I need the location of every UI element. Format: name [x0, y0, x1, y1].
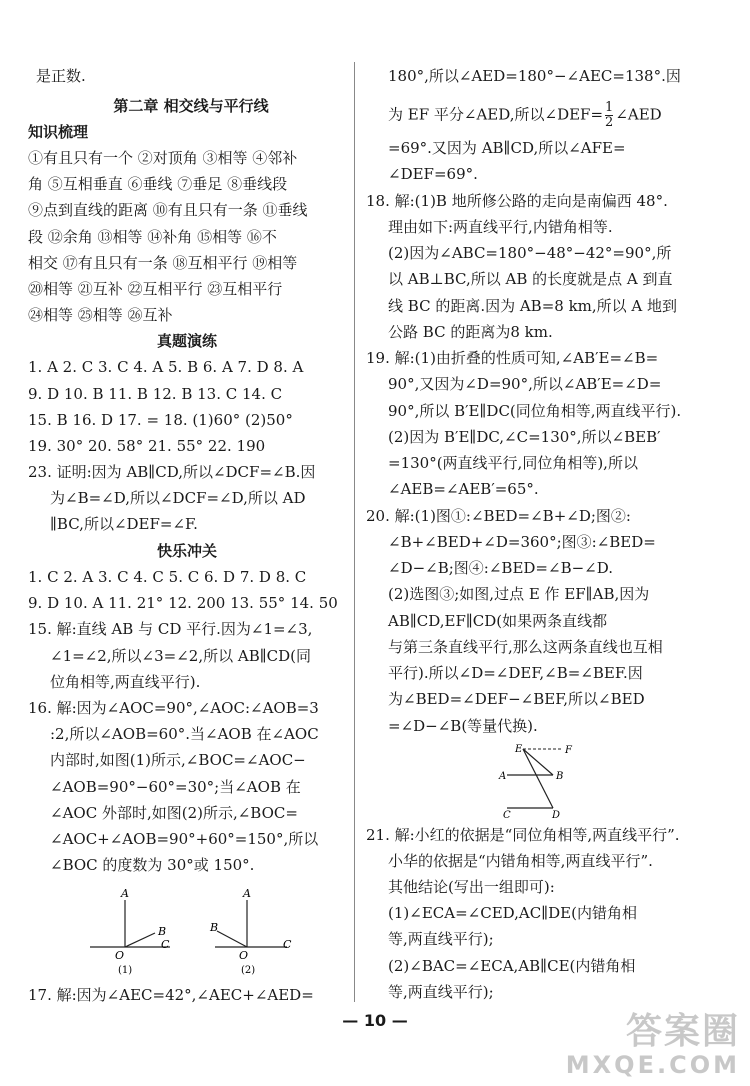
watermark-logo-text: 答案圈 [625, 1011, 740, 1052]
text-line: 公路 BC 的距离为8 km. [388, 323, 553, 341]
text-line: 线 BC 的距离.因为 AB=8 km,所以 A 地到 [388, 297, 678, 315]
text-line: 18. 解:(1)B 地所修公路的走向是南偏西 48°. [366, 192, 668, 210]
label-F: F [565, 745, 572, 756]
text-line: 平行).所以∠D=∠DEF,∠B=∠BEF.因 [388, 664, 643, 682]
figure-caption: (2) [241, 965, 256, 976]
text-line: 21. 解:小红的依据是“同位角相等,两直线平行”. [366, 826, 680, 844]
text-line: 位角相等,两直线平行). [50, 673, 201, 691]
text-line: ㉔相等 ㉕相等 ㉖互补 [28, 306, 173, 324]
watermark-url: MXQE.COM [565, 1050, 740, 1079]
section-heading: 知识梳理 [28, 123, 89, 141]
text-line: (2)因为 B′E∥DC,∠C=130°,所以∠BEB′ [388, 428, 661, 446]
text-line: ∠AOC 外部时,如图(2)所示,∠BOC= [50, 804, 298, 822]
text-line: ∠1=∠2,所以∠3=∠2,所以 AB∥CD(同 [50, 647, 312, 665]
text-line: 15. 解:直线 AB 与 CD 平行.因为∠1=∠3, [28, 620, 313, 638]
text-line: 以 AB⊥BC,所以 AB 的长度就是点 A 到直 [388, 270, 673, 288]
text-line: 90°,所以 B′E∥DC(同位角相等,两直线平行). [388, 402, 682, 420]
text-line: 小华的依据是“内错角相等,两直线平行”. [388, 852, 653, 870]
text-line: =130°(两直线平行,同位角相等),所以 [388, 454, 638, 472]
label-O: O [239, 949, 249, 962]
chapter-heading: 第二章 相交线与平行线 [113, 97, 269, 115]
angle-figure-2 [205, 885, 305, 980]
label-A: A [121, 887, 129, 900]
text-line: 内部时,如图(1)所示,∠BOC=∠AOC− [50, 751, 306, 769]
text-line: ∠D−∠B;图④:∠BED=∠B−∠D. [388, 559, 613, 577]
text-line: ⑳相等 ㉑互补 ㉒互相平行 ㉓互相平行 [28, 280, 283, 298]
text-line: 段 ⑫余角 ⑬相等 ⑭补角 ⑮相等 ⑯不 [28, 228, 277, 246]
text-line-with-fraction: 为 EF 平分∠AED,所以∠DEF= $\frac{1}{2}$ ∠AED [388, 100, 662, 130]
text-line: ∠B+∠BED+∠D=360°;图③:∠BED= [388, 533, 656, 551]
section-heading: 真题演练 [156, 332, 217, 350]
text-line: :2,所以∠AOB=60°.当∠AOB 在∠AOC [50, 725, 319, 743]
parallel-lines-figure [495, 742, 585, 822]
text-line: 16. 解:因为∠AOC=90°,∠AOC:∠AOB=3 [28, 699, 319, 717]
section-heading: 快乐冲关 [156, 542, 217, 560]
watermark-logo [566, 1012, 740, 1078]
label-A: A [499, 771, 507, 782]
label-B: B [556, 771, 564, 782]
text-line: ∠AOC+∠AOB=90°+60°=150°,所以 [50, 830, 319, 848]
label-A: A [243, 887, 251, 900]
text-line: 90°,又因为∠D=90°,所以∠AB′E=∠D= [388, 375, 662, 393]
figure-caption: (1) [118, 965, 133, 976]
page-number: — 10 — [342, 1011, 408, 1030]
text-line: 23. 证明:因为 AB∥CD,所以∠DCF=∠B.因 [28, 463, 316, 481]
text-line: =69°.又因为 AB∥CD,所以∠AFE= [388, 139, 626, 157]
text-line: 等,两直线平行); [388, 930, 494, 948]
text-line: 其他结论(写出一组即可): [388, 878, 555, 896]
text-line: 相交 ⑰有且只有一条 ⑱互相平行 ⑲相等 [28, 254, 298, 272]
text-line: (1)∠ECA=∠CED,AC∥DE(内错角相 [388, 904, 637, 922]
text-line: ∥BC,所以∠DEF=∠F. [50, 515, 198, 533]
text-line: (2)∠BAC=∠ECA,AB∥CE(内错角相 [388, 957, 636, 975]
angle-figure-1 [85, 885, 185, 980]
answer-line: 15. B 16. D 17. = 18. (1)60° (2)50° [28, 411, 293, 429]
answer-line: 19. 30° 20. 58° 21. 55° 22. 190 [28, 437, 266, 455]
label-C: C [283, 938, 292, 951]
text-line: (2)因为∠ABC=180°−48°−42°=90°,所 [388, 244, 672, 262]
text-line: ∠AOB=90°−60°=30°;当∠AOB 在 [50, 778, 301, 796]
label-C: C [161, 938, 170, 951]
label-D: D [552, 810, 561, 821]
fraction: $\frac{1}{2}$ [605, 100, 614, 130]
text-line: ⑨点到直线的距离 ⑩有且只有一条 ⑪垂线 [28, 201, 308, 219]
text-line: 为∠BED=∠DEF−∠BEF,所以∠BED [388, 690, 645, 708]
text-line: ∠BOC 的度数为 30°或 150°. [50, 856, 255, 874]
text-line: =∠D−∠B(等量代换). [388, 717, 538, 735]
text-line: 20. 解:(1)图①:∠BED=∠B+∠D;图②: [366, 507, 631, 525]
column-divider [354, 62, 355, 1002]
text-line: 理由如下:两直线平行,内错角相等. [388, 218, 613, 236]
label-O: O [115, 949, 125, 962]
text-line: 19. 解:(1)由折叠的性质可知,∠AB′E=∠B= [366, 349, 659, 367]
text-line: 是正数. [36, 67, 86, 85]
label-C: C [503, 810, 511, 821]
text-line: 与第三条直线平行,那么这两条直线也互相 [388, 638, 663, 656]
label-B: B [210, 921, 219, 934]
answer-line: 1. C 2. A 3. C 4. C 5. C 6. D 7. D 8. C [28, 568, 307, 586]
text-line: 180°,所以∠AED=180°−∠AEC=138°.因 [388, 67, 681, 85]
text-line: ∠AEB=∠AEB′=65°. [388, 480, 539, 498]
label-E: E [515, 744, 523, 755]
text-line: ①有且只有一个 ②对顶角 ③相等 ④邻补 [28, 149, 298, 167]
answer-line: 1. A 2. C 3. C 4. A 5. B 6. A 7. D 8. A [28, 358, 304, 376]
text-line: 角 ⑤互相垂直 ⑥垂线 ⑦垂足 ⑧垂线段 [28, 175, 288, 193]
text-line: 17. 解:因为∠AEC=42°,∠AEC+∠AED= [28, 986, 314, 1004]
text-line: 等,两直线平行); [388, 983, 494, 1001]
text-line: (2)选图③;如图,过点 E 作 EF∥AB,因为 [388, 585, 650, 603]
answer-line: 9. D 10. B 11. B 12. B 13. C 14. C [28, 385, 283, 403]
text-line: ∠DEF=69°. [388, 165, 478, 183]
label-B: B [158, 925, 167, 938]
text-line: 为∠B=∠D,所以∠DCF=∠D,所以 AD [50, 489, 306, 507]
answer-line: 9. D 10. A 11. 21° 12. 200 13. 55° 14. 50 [28, 594, 338, 612]
text-line: AB∥CD,EF∥CD(如果两条直线都 [388, 612, 608, 630]
